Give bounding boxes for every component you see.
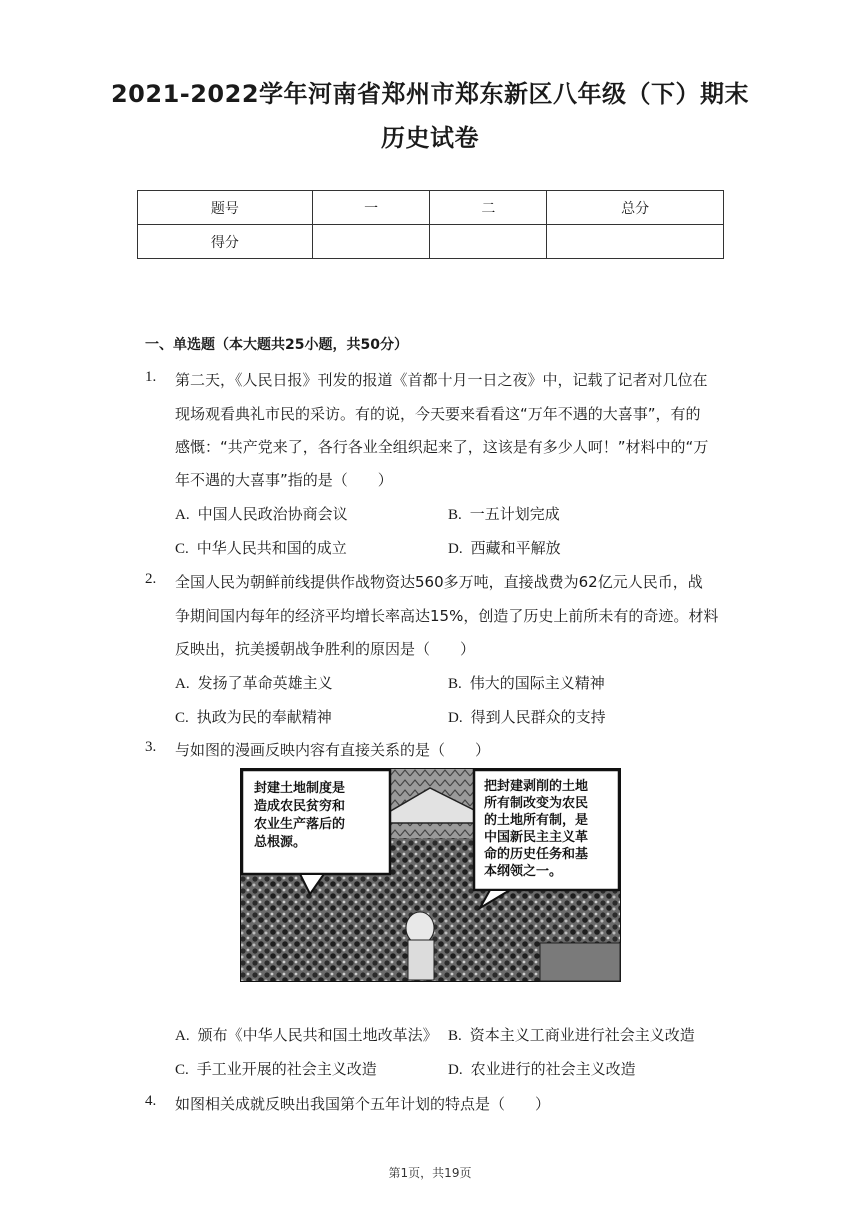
option-text: 西藏和平解放 (470, 539, 561, 557)
section-heading: 一、单选题（本大题共25小题，共50分） (145, 337, 408, 353)
question-text-line: 第二天，《人民日报》刊发的报道《首都十月一日之夜》中，记载了记者对几位在 (175, 371, 708, 389)
option-text: 伟大的国际主义精神 (469, 674, 605, 692)
question-text-line: 感慨：“共产党来了，各行各业全组织起来了，这该是有多少人呵！”材料中的“万 (175, 438, 709, 456)
option-label: A. (175, 507, 190, 523)
option-text: 农业进行的社会主义改造 (470, 1060, 636, 1078)
question-text-line: 反映出，抗美援朝战争胜利的原因是（ ） (175, 640, 476, 658)
score-header-cell: 一 (312, 191, 430, 225)
option-text: 中华人民共和国的成立 (196, 539, 347, 557)
question-text-line: 全国人民为朝鲜前线提供作战物资达560多万吨，直接战费为62亿元人民币，战 (175, 573, 703, 591)
option-label: B. (448, 507, 462, 523)
option-b[interactable] (448, 503, 560, 524)
page-footer: 第1页，共19页 (388, 1166, 472, 1180)
question-number: 1. (145, 369, 157, 385)
left-bubble-line: 造成农民贫穷和 (254, 799, 346, 814)
right-bubble-line: 本纲领之一。 (484, 864, 563, 879)
option-a[interactable] (175, 672, 333, 693)
option-label: D. (448, 541, 463, 557)
option-text: 执政为民的奉献精神 (196, 708, 332, 726)
option-text: 发扬了革命英雄主义 (197, 674, 333, 692)
question-number: 2. (145, 571, 157, 587)
option-label: D. (448, 710, 463, 726)
score-cell (312, 225, 430, 259)
score-cell (547, 225, 724, 259)
option-label: C. (175, 1062, 189, 1078)
score-row-label: 得分 (138, 225, 313, 259)
question-text-line: 与如图的漫画反映内容有直接关系的是（ ） (175, 741, 491, 759)
option-text: 得到人民群众的支持 (470, 708, 606, 726)
option-c[interactable] (175, 537, 347, 558)
question-text-line: 年不遇的大喜事”指的是（ ） (175, 471, 393, 489)
option-a[interactable] (175, 1024, 438, 1045)
score-cell (430, 225, 547, 259)
right-bubble-line: 把封建剥削的土地 (484, 779, 589, 794)
exam-title-line1: 2021-2022学年河南省郑州市郑东新区八年级（下）期末 (110, 80, 750, 108)
right-bubble-line: 的土地所有制，是 (484, 813, 589, 828)
option-text: 手工业开展的社会主义改造 (196, 1060, 377, 1078)
option-d[interactable] (448, 1058, 636, 1079)
score-table (137, 190, 724, 259)
option-text: 资本主义工商业进行社会主义改造 (469, 1026, 695, 1044)
option-label: D. (448, 1062, 463, 1078)
option-label: C. (175, 541, 189, 557)
option-d[interactable] (448, 706, 606, 727)
option-text: 中国人民政治协商会议 (197, 505, 348, 523)
left-bubble-line: 总根源。 (254, 835, 307, 850)
option-b[interactable] (448, 672, 605, 693)
option-label: B. (448, 676, 462, 692)
option-c[interactable] (175, 1058, 377, 1079)
right-bubble-line: 命的历史任务和基 (484, 847, 589, 862)
score-table-score-row (138, 225, 724, 259)
option-label: A. (175, 1028, 190, 1044)
score-table-header-row (138, 191, 724, 225)
question-text-line: 争期间国内每年的经济平均增长率高达15%，创造了历史上前所未有的奇迹。材料 (175, 607, 719, 625)
right-bubble-line: 中国新民主主义革 (484, 830, 589, 845)
score-header-cell: 题号 (138, 191, 313, 225)
option-label: B. (448, 1028, 462, 1044)
score-header-cell: 总分 (547, 191, 724, 225)
option-text: 颁布《中华人民共和国土地改革法》 (197, 1026, 438, 1044)
question-number: 3. (145, 739, 157, 755)
score-header-cell: 二 (430, 191, 547, 225)
right-bubble-line: 所有制改变为农民 (484, 796, 589, 811)
option-label: A. (175, 676, 190, 692)
left-bubble-line: 农业生产落后的 (254, 817, 346, 832)
question-text-line: 如图相关成就反映出我国第个五年计划的特点是（ ） (175, 1095, 551, 1113)
option-c[interactable] (175, 706, 332, 727)
question-text-line: 现场观看典礼市民的采访。有的说，今天要来看看这“万年不遇的大喜事”，有的 (175, 405, 701, 423)
option-text: 一五计划完成 (469, 505, 560, 523)
option-b[interactable] (448, 1024, 695, 1045)
land-reform-comic-image (240, 768, 621, 982)
exam-title-line2: 历史试卷 (381, 124, 479, 152)
option-label: C. (175, 710, 189, 726)
option-d[interactable] (448, 537, 561, 558)
question-number: 4. (145, 1093, 157, 1109)
option-a[interactable] (175, 503, 348, 524)
left-bubble-line: 封建土地制度是 (254, 781, 346, 796)
